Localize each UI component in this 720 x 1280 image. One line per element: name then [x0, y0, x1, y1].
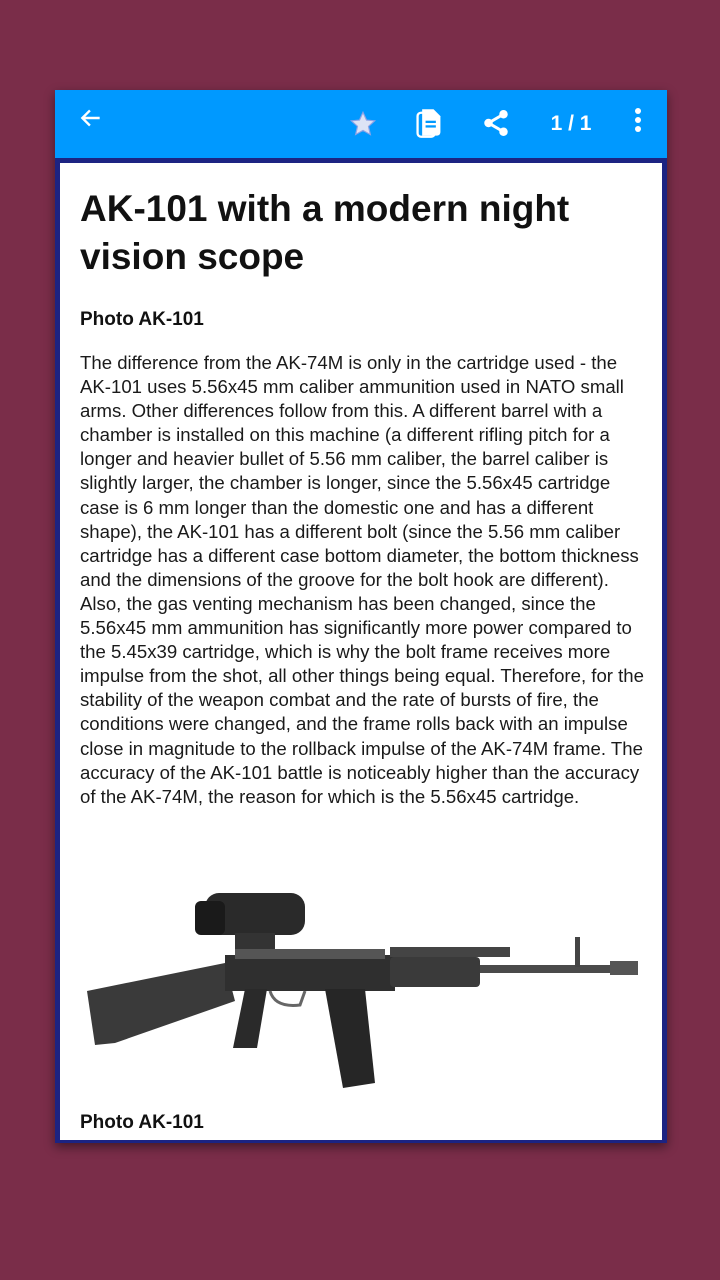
share-icon [481, 108, 511, 138]
favorite-button[interactable] [345, 106, 381, 142]
copy-document-icon [415, 107, 443, 139]
page-indicator: 1 / 1 [550, 112, 592, 135]
toolbar [55, 90, 667, 158]
photo-caption-top: Photo AK-101 [80, 309, 204, 330]
more-button[interactable] [623, 102, 653, 138]
article-content [60, 163, 662, 1140]
back-button[interactable] [71, 102, 111, 134]
star-icon [349, 110, 377, 138]
share-button[interactable] [477, 104, 515, 142]
more-vertical-icon [634, 107, 642, 133]
article-card [55, 90, 667, 1143]
photo-caption-bottom: Photo AK-101 [80, 1112, 204, 1133]
rifle-photo [85, 883, 645, 1093]
article-title: AK-101 with a modern night vision scope [80, 188, 570, 277]
copy-button[interactable] [411, 104, 447, 142]
arrow-left-icon [78, 105, 104, 131]
article-body: The difference from the AK-74M is only in the cartridge used - the AK-101 uses 5.56x45 mm caliber ammunition used in NATO small arms. Other differences follow from this. A different barrel with a chamber is installed on this machine (a different rifling pitch for a longer and heavier bullet of 5.56 mm caliber, the barrel caliber is slightly larger, the chamber is longer, since the 5.56x45 cartridge case is 6 mm longer than the domestic one and has a different shape), the AK-101 has a different bolt (since the 5.56 mm caliber cartridge has a different case bottom diameter, the bottom thickness and the dimensions of the groove for the bolt hook are different). Also, the gas venting mechanism has been changed, since the 5.56x45 mm ammunition has significantly more power compared to the 5.45x39 cartridge, which is why the bolt frame receives more impulse from the shot, all other things being equal. Therefore, for the stability of the weapon combat and the rate of bursts of fire, the conditions were changed, and the frame rolls back with an impulse close in magnitude to the rollback impulse of the AK-74M frame. The accuracy of the AK-101 battle is noticeably higher than the accuracy of the AK-74M, the reason for which is the 5.56x45 cartridge. [80, 352, 644, 807]
